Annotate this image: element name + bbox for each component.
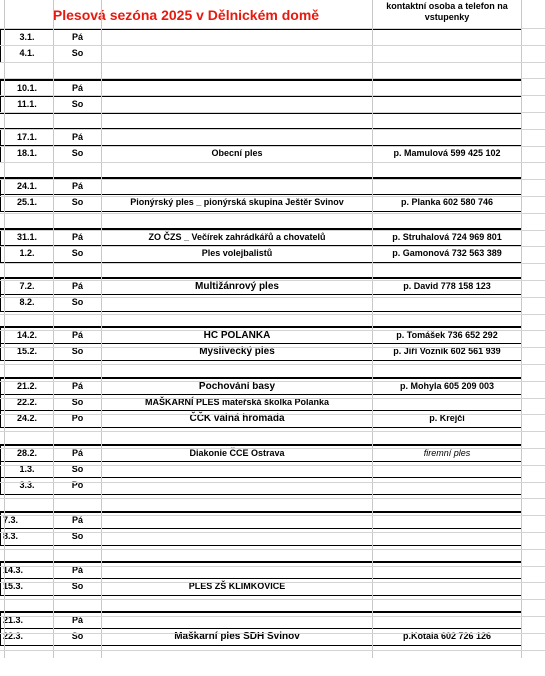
day-cell[interactable]: Pá	[54, 130, 102, 145]
date-cell[interactable]: 21.3.	[1, 613, 54, 628]
day-cell[interactable]: So	[54, 629, 102, 645]
day-cell[interactable]: So	[54, 195, 102, 211]
date-cell[interactable]: 18.1.	[1, 146, 54, 162]
contact-cell[interactable]	[373, 30, 521, 45]
grid-line	[0, 398, 545, 399]
date-cell[interactable]: 28.2.	[1, 446, 54, 461]
week-group	[0, 444, 522, 495]
grid-line	[0, 28, 545, 29]
table-row	[1, 246, 521, 262]
event-cell[interactable]	[102, 46, 373, 62]
date-cell[interactable]: 21.2.	[1, 379, 54, 394]
table-row	[1, 130, 521, 146]
event-cell[interactable]: MAŠKARNÍ PLES mateřská školka Polanka	[102, 395, 373, 410]
date-cell[interactable]: 31.1.	[1, 230, 54, 245]
event-cell[interactable]: Diakonie ČCE Ostrava	[102, 446, 373, 461]
contact-cell[interactable]	[373, 97, 521, 113]
date-cell[interactable]: 3.1.	[1, 30, 54, 45]
date-cell[interactable]: 14.3.	[1, 563, 54, 578]
table-row	[1, 97, 521, 113]
grid-line	[0, 314, 545, 315]
event-cell[interactable]: Obecní ples	[102, 146, 373, 162]
day-cell[interactable]: Pá	[54, 446, 102, 461]
grid-line	[0, 213, 545, 214]
date-cell[interactable]: 7.3.	[1, 513, 54, 528]
day-cell[interactable]: So	[54, 46, 102, 62]
event-cell[interactable]: Pionýrský ples _ pionýrská skupina Ještěr Svinov	[102, 195, 373, 211]
date-cell[interactable]: 17.1.	[1, 130, 54, 145]
grid-line	[0, 482, 545, 483]
day-cell[interactable]: So	[54, 146, 102, 162]
week-group	[0, 277, 522, 312]
grid-line	[0, 112, 545, 113]
contact-cell[interactable]: p.Kotala 602 726 126	[402, 631, 492, 641]
table-row	[1, 30, 521, 46]
grid-line	[0, 532, 545, 533]
grid-line	[0, 162, 545, 163]
grid-line	[0, 566, 545, 567]
grid-line	[0, 196, 545, 197]
day-cell[interactable]: Pá	[54, 279, 102, 294]
grid-line	[0, 230, 545, 231]
grid-line	[0, 414, 545, 415]
event-cell[interactable]	[102, 81, 373, 96]
contact-cell[interactable]: p. Gamonová 732 563 389	[392, 248, 502, 258]
date-cell[interactable]: 25.1.	[1, 195, 54, 211]
page-title: Plesová sezóna 2025 v Dělnickém domě	[52, 6, 320, 23]
contact-cell[interactable]	[373, 81, 521, 96]
date-cell[interactable]: 11.1.	[1, 97, 54, 113]
table-row	[1, 146, 521, 162]
day-cell[interactable]: So	[54, 97, 102, 113]
date-cell[interactable]: 1.2.	[1, 246, 54, 262]
contact-cell[interactable]	[373, 46, 521, 62]
grid-line	[0, 179, 545, 180]
week-group	[0, 177, 522, 212]
grid-line	[0, 129, 545, 130]
grid-line	[0, 650, 545, 651]
grid-line	[53, 0, 54, 658]
table-row	[1, 478, 521, 494]
event-cell[interactable]: Maškarní ples SDH Svinov	[102, 629, 373, 645]
event-cell[interactable]	[102, 97, 373, 113]
event-cell[interactable]	[102, 179, 373, 194]
event-cell[interactable]	[102, 130, 373, 145]
day-cell[interactable]: Pá	[54, 513, 102, 528]
event-cell[interactable]: Myslivecký ples	[102, 344, 373, 360]
grid-line	[0, 448, 545, 449]
grid-line	[0, 263, 545, 264]
grid-line	[0, 246, 545, 247]
grid-line	[0, 515, 545, 516]
day-cell[interactable]: Pá	[54, 328, 102, 343]
table-row	[1, 195, 521, 211]
date-cell[interactable]: 15.3.	[1, 579, 54, 595]
event-cell[interactable]: ZO ČZS _ Večírek zahrádkářů a chovatelů	[102, 230, 373, 245]
contact-cell[interactable]	[373, 130, 521, 145]
grid-line	[0, 146, 545, 147]
table-row	[1, 46, 521, 62]
event-cell[interactable]: HC POLANKA	[102, 328, 373, 343]
week-group	[0, 377, 522, 428]
grid-line	[0, 431, 545, 432]
table-row	[1, 629, 521, 645]
grid-line	[0, 381, 545, 382]
grid-line	[0, 78, 545, 79]
table-row	[1, 179, 521, 195]
day-cell[interactable]: So	[54, 344, 102, 360]
grid-line	[0, 549, 545, 550]
event-cell[interactable]	[102, 478, 373, 494]
contact-cell[interactable]: p. David 778 158 123	[403, 281, 491, 291]
contact-cell[interactable]	[373, 478, 521, 494]
grid-line	[0, 297, 545, 298]
date-cell[interactable]: 22.2.	[1, 395, 54, 410]
grid-line	[0, 45, 545, 46]
event-cell[interactable]: ČČK valná hromada	[102, 411, 373, 427]
day-cell[interactable]: So	[54, 246, 102, 262]
grid-line	[0, 582, 545, 583]
day-cell[interactable]: So	[54, 462, 102, 477]
table-row	[1, 279, 521, 295]
contact-cell[interactable]: firemní ples	[423, 448, 471, 458]
day-cell[interactable]: So	[54, 579, 102, 595]
grid-line	[0, 364, 545, 365]
day-cell[interactable]: So	[54, 295, 102, 311]
grid-line	[372, 0, 373, 658]
day-cell[interactable]: Pá	[54, 563, 102, 578]
date-cell[interactable]: 10.1.	[1, 81, 54, 96]
contact-cell[interactable]: p. Mamulová 599 425 102	[393, 148, 501, 158]
week-group	[0, 79, 522, 114]
day-cell[interactable]: Pá	[54, 30, 102, 45]
grid-line	[0, 95, 545, 96]
date-cell[interactable]: 8.3.	[1, 529, 54, 545]
date-cell[interactable]: 14.2.	[1, 328, 54, 343]
table-row	[1, 230, 521, 246]
day-cell[interactable]: Pá	[54, 179, 102, 194]
date-cell[interactable]: 24.2.	[1, 411, 54, 427]
grid-line	[4, 0, 5, 658]
grid-line	[0, 62, 545, 63]
day-cell[interactable]: Pá	[54, 379, 102, 394]
date-cell[interactable]: 22.3.	[1, 629, 54, 645]
date-cell[interactable]: 3.3.	[1, 478, 54, 494]
date-cell[interactable]: 15.2.	[1, 344, 54, 360]
contact-column-header: kontaktní osoba a telefon na vstupenky	[386, 1, 508, 22]
contact-cell[interactable]: p. Mohyla 605 209 003	[399, 381, 495, 391]
grid-line	[521, 0, 522, 658]
day-cell[interactable]: Pá	[54, 230, 102, 245]
contact-cell[interactable]: p. Tomášek 736 652 292	[396, 330, 498, 340]
contact-cell[interactable]: p. Planka 602 580 746	[400, 197, 494, 207]
event-cell[interactable]	[102, 30, 373, 45]
grid-line	[101, 0, 102, 658]
contact-cell[interactable]: p. Krejčí	[429, 413, 465, 423]
week-group	[0, 326, 522, 361]
day-cell[interactable]: So	[54, 395, 102, 410]
day-cell[interactable]: Pá	[54, 613, 102, 628]
event-cell[interactable]: PLES ZŠ KLIMKOVICE	[102, 579, 373, 595]
grid-line	[0, 465, 545, 466]
day-cell[interactable]: Po	[54, 411, 102, 427]
grid-line	[0, 330, 545, 331]
grid-line	[0, 599, 545, 600]
day-cell[interactable]: So	[54, 529, 102, 545]
contact-cell[interactable]: p. Jiří Vozník 602 561 939	[393, 346, 501, 356]
grid-line	[0, 280, 545, 281]
grid-line	[0, 616, 545, 617]
date-cell[interactable]: 1.3.	[1, 462, 54, 477]
event-cell[interactable]: Ples volejbalistů	[102, 246, 373, 262]
date-cell[interactable]: 8.2.	[1, 295, 54, 311]
date-cell[interactable]: 4.1.	[1, 46, 54, 62]
event-cell[interactable]: Pochování basy	[102, 379, 373, 394]
grid-line	[0, 633, 545, 634]
contact-cell[interactable]: p. Struhalová 724 969 801	[392, 232, 502, 242]
grid-line	[0, 347, 545, 348]
date-cell[interactable]: 24.1.	[1, 179, 54, 194]
date-cell[interactable]: 7.2.	[1, 279, 54, 294]
day-cell[interactable]: Po	[54, 478, 102, 494]
week-group	[0, 511, 522, 546]
contact-cell[interactable]	[373, 179, 521, 194]
grid-line	[0, 498, 545, 499]
event-cell[interactable]: Multižánrový ples	[102, 279, 373, 294]
day-cell[interactable]: Pá	[54, 81, 102, 96]
